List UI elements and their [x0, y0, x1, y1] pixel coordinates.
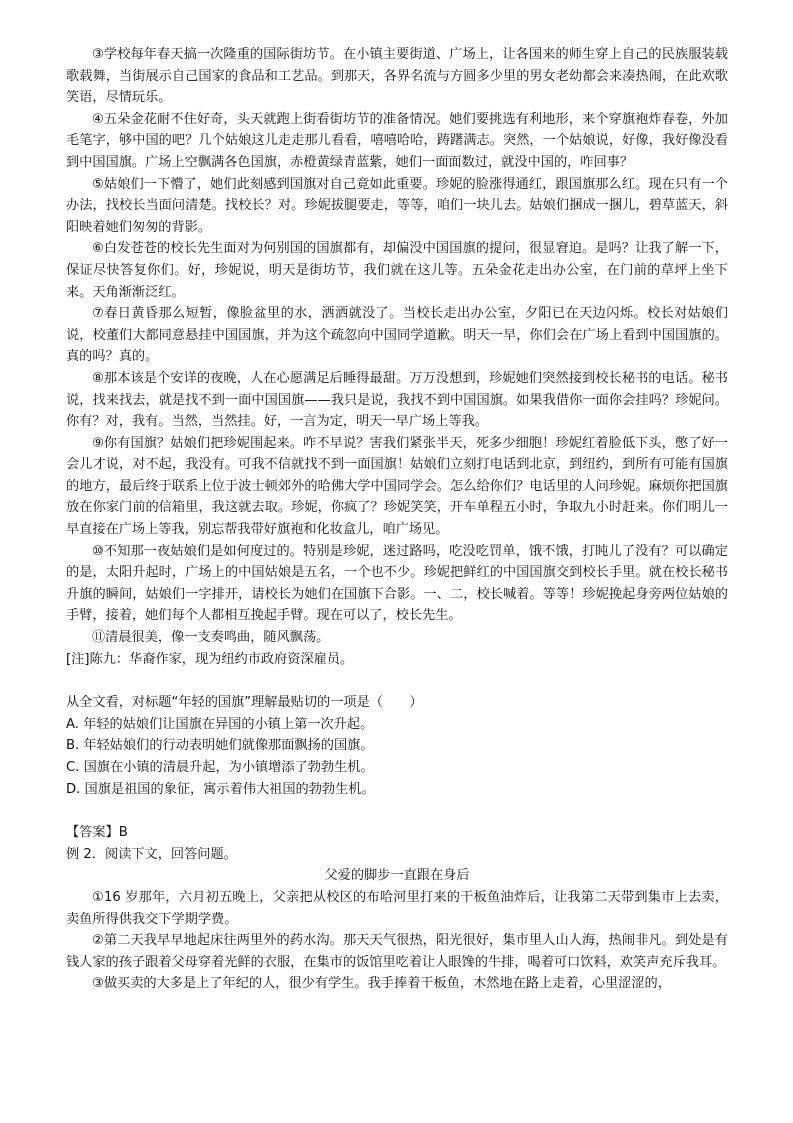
- passage-paragraph-9: ⑨你有国旗？姑娘们把珍妮围起来。咋不早说？害我们紧张半天，死多少细胞！珍妮红着脸低下头，憋了好一会儿才说，对不起，我没有。可我不信就找不到一面国旗！姑娘们立刻打电话到北京，到纽约，到所有可能有国旗的地方，最后终于联系上位于波士顿郊外的哈佛大学中国同学会。怎么给你们？电话里的人问珍妮。麻烦你把国旗放在你家门前的信箱里，我这就去取。珍妮，你疯了？珍妮笑笑，开车单程五小时，争取九小时赶来。你们明儿一早直接在广场上等我，别忘帮我带好旗袍和化妆盒儿，咱广场见。: [66, 435, 728, 538]
- document-page: [66, 44, 728, 995]
- passage-paragraph-8: ⑧那本该是个安详的夜晚，人在心愿满足后睡得最甜。万万没想到，珍妮她们突然接到校长秘书的电话。秘书说，找来找去，就是找不到一面中国国旗——我只是说，我找不到中国国旗。如果我借你一面你会挂吗？珍妮问。你有？对，我有。当然，当然挂。好，一言为定，明天一早广场上等我。: [66, 370, 728, 430]
- passage-paragraph-10: ⑩不知那一夜姑娘们是如何度过的。特别是珍妮，迷过路吗，吃没吃罚单，饿不饿，打盹儿了没有？可以确定的是，太阳升起时，广场上的中国姑娘是五名，一个也不少。珍妮把鲜红的中国国旗交到校长手里。就在校长秘书升旗的瞬间，姑娘们一字排开，请校长为她们在国旗下合影。一、二，校长喊着。等等！珍妮挽起身旁两位姑娘的手臂，接着，她们每个人都相互挽起手臂。现在可以了，校长先生。: [66, 543, 728, 624]
- option-d: D. 国旗是祖国的象征，寓示着伟大祖国的勃勃生机。: [66, 781, 375, 797]
- passage-paragraph-4: ④五朵金花耐不住好奇，头天就跑上街看街坊节的准备情况。她们要挑选有利地形，来个穿旗袍炸春卷，外加毛笔字，够中国的吧？几个姑娘这儿走走那儿看看，嘻嘻哈哈，踌躇满志。突然，一个姑娘说，好像，我好像没看到中国国旗。广场上空飘满各色国旗，赤橙黄绿青蓝紫，她们一面面数过，就没中国的，咋回事？: [66, 111, 728, 170]
- option-a: A. 年轻的姑娘们让国旗在异国的小镇上第一次升起。: [66, 716, 374, 732]
- answer-line: 【答案】B: [66, 825, 128, 841]
- spacer: [66, 800, 728, 822]
- passage-paragraph-5: ⑤姑娘们一下懵了，她们此刻感到国旗对自己竟如此重要。珍妮的脸涨得通红，跟国旗那么红。现在只有一个办法，找校长当面问清楚。找校长？对。珍妮拔腿要走，等等，咱们一块儿去。姑娘们捆成一捆儿，碧草蓝天，斜阳映着她们匆匆的背影。: [66, 176, 728, 235]
- author-note: [注]陈九：华裔作家，现为纽约市政府资深雇员。: [66, 651, 354, 667]
- option-b: B. 年轻姑娘们的行动表明她们就像那面飘扬的国旗。: [66, 738, 374, 754]
- spacer: [66, 670, 728, 692]
- passage-paragraph-11: ⑪清晨很美，像一支奏鸣曲，随风飘荡。: [92, 630, 330, 646]
- question-stem: 从全文看，对标题“年轻的国旗”理解最贴切的一项是（ ）: [66, 695, 423, 711]
- passage-paragraph-7: ⑦春日黄昏那么短暂，像脸盆里的水，洒洒就没了。当校长走出办公室，夕阳已在天边闪烁。校长对姑娘们说，校董们大都同意悬挂中国国旗，并为这个疏忽向中国同学道歉。明天一早，你们会在广场上看到中国国旗的。真的吗？真的。: [66, 306, 728, 365]
- example-intro: 例 2．阅读下文，回答问题。: [66, 846, 237, 862]
- example-paragraph-3: ③做买卖的大多是上了年纪的人，很少有学生。我手捧着干板鱼，木然地在路上走着，心里涩涩的，: [92, 976, 671, 992]
- passage-paragraph-3: ③学校每年春天搞一次隆重的国际街坊节。在小镇主要街道、广场上，让各国来的师生穿上自己的民族服装载歌载舞，当街展示自己国家的食品和工艺品。到那天，各界名流与方圆多少里的男女老幼都会来凑热闹，在此欢歌笑语，尽情玩乐。: [66, 47, 728, 106]
- example-title: 父爱的脚步一直跟在身后: [324, 868, 470, 884]
- example-paragraph-1: ①16 岁那年，六月初五晚上，父亲把从校区的布哈河里打来的干板鱼油炸后，让我第二天带到集市上去卖，卖鱼所得供我交下学期学费。: [66, 889, 728, 927]
- passage-paragraph-6: ⑥白发苍苍的校长先生面对为何别国的国旗都有，却偏没中国国旗的提问，很显窘迫。是吗？让我了解一下，保证尽快答复你们。好，珍妮说，明天是街坊节，我们就在这儿等。五朵金花走出办公室，在门前的草坪上坐下来。天角渐渐泛红。: [66, 241, 728, 300]
- option-c: C. 国旗在小镇的清晨升起，为小镇增添了勃勃生机。: [66, 760, 374, 775]
- example-paragraph-2: ②第二天我早早地起床往两里外的药水沟。那天天气很热，阳光很好，集市里人山人海，热闹非凡。到处是有钱人家的孩子跟着父母穿着光鲜的衣服，在集市的饭馆里吃着让人眼馋的牛排，喝着可口饮料，欢笑声充斥我耳。: [66, 933, 728, 970]
